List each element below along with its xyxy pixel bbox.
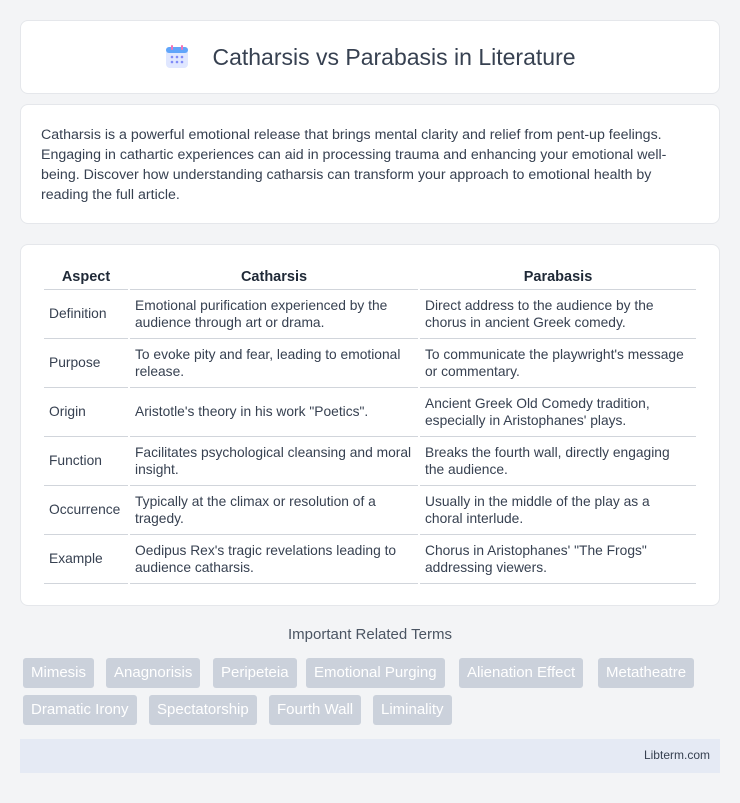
row-catharsis: Facilitates psychological cleansing and moral insight. [130,437,418,486]
row-aspect: Occurrence [44,486,128,535]
intro-text: Catharsis is a powerful emotional release that brings mental clarity and relief from pent-up feelings. Engaging in cathartic experiences can aid in processing trauma and enhancing your emotional well-being. Discover how understanding catharsis can transform your approach to emotional health by reading the full article. [41,127,667,203]
term-tag[interactable]: Dramatic Irony [23,695,137,725]
row-catharsis: Aristotle's theory in his work "Poetics". [130,388,418,437]
footer-site-link[interactable]: Libterm.com [643,748,710,762]
row-parabasis: Breaks the fourth wall, directly engaging the audience. [420,437,696,486]
table-row [44,437,696,486]
term-tag[interactable]: Liminality [373,695,452,725]
comparison-table [42,265,698,584]
term-tag[interactable]: Spectatorship [149,695,257,725]
header-aspect: Aspect [44,265,128,290]
table-row [44,388,696,437]
row-parabasis: Ancient Greek Old Comedy tradition, especially in Aristophanes' plays. [420,388,696,437]
table-header-row [44,265,696,290]
related-terms-heading: Important Related Terms [288,626,452,643]
table-row [44,290,696,339]
intro-card [20,104,720,224]
table-row [44,535,696,584]
term-tag[interactable]: Anagnorisis [106,658,200,688]
row-aspect: Origin [44,388,128,437]
row-parabasis: Chorus in Aristophanes' "The Frogs" addressing viewers. [420,535,696,584]
row-catharsis: To evoke pity and fear, leading to emotional release. [130,339,418,388]
term-tag[interactable]: Peripeteia [213,658,297,688]
comparison-card [20,244,720,606]
row-aspect: Function [44,437,128,486]
footer [20,739,720,773]
table-row [44,339,696,388]
row-parabasis: To communicate the playwright's message or commentary. [420,339,696,388]
row-aspect: Definition [44,290,128,339]
term-tag[interactable]: Mimesis [23,658,94,688]
term-tag[interactable]: Fourth Wall [269,695,361,725]
term-tag[interactable]: Metatheatre [598,658,694,688]
row-aspect: Example [44,535,128,584]
row-catharsis: Emotional purification experienced by the audience through art or drama. [130,290,418,339]
header-catharsis: Catharsis [130,265,418,290]
row-parabasis: Usually in the middle of the play as a choral interlude. [420,486,696,535]
term-tag[interactable]: Emotional Purging [306,658,445,688]
term-tag[interactable]: Alienation Effect [459,658,583,688]
row-catharsis: Oedipus Rex's tragic revelations leading to audience catharsis. [130,535,418,584]
row-aspect: Purpose [44,339,128,388]
table-row [44,486,696,535]
header-parabasis: Parabasis [420,265,696,290]
page-title: Catharsis vs Parabasis in Literature [212,43,576,70]
row-catharsis: Typically at the climax or resolution of a tragedy. [130,486,418,535]
calendar-icon [164,44,190,70]
row-parabasis: Direct address to the audience by the chorus in ancient Greek comedy. [420,290,696,339]
title-card [20,20,720,94]
